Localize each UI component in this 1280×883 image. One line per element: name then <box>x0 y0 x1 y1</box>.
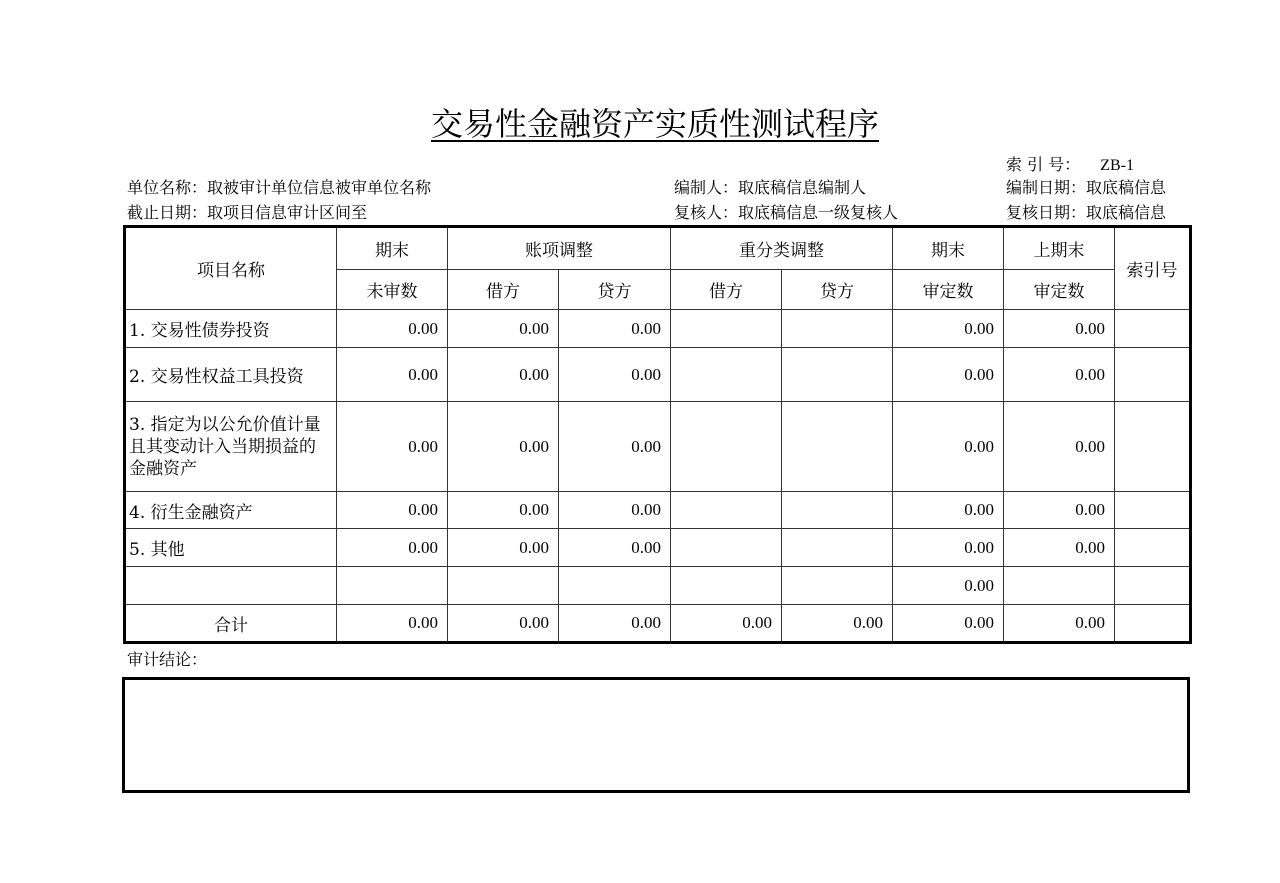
row-name[interactable]: 3. 指定为以公允价值计量且其变动计入当期损益的金融资产 <box>125 402 337 492</box>
cell-rc-debit[interactable] <box>671 310 782 348</box>
cell-adj-credit[interactable]: 0.00 <box>559 492 671 529</box>
cell-adj-credit[interactable]: 0.00 <box>559 310 671 348</box>
cell-adj-debit[interactable]: 0.00 <box>448 492 559 529</box>
cell-prior[interactable]: 0.00 <box>1004 310 1115 348</box>
cell-rc-credit[interactable] <box>782 529 893 567</box>
total-index <box>1115 605 1191 643</box>
audit-conclusion-label: 审计结论： <box>127 650 208 669</box>
cell-adj-credit[interactable]: 0.00 <box>559 402 671 492</box>
total-unaudited: 0.00 <box>337 605 448 643</box>
total-adj-debit: 0.00 <box>448 605 559 643</box>
cell-index[interactable] <box>1115 348 1191 402</box>
row-name[interactable]: 5. 其他 <box>125 529 337 567</box>
total-label: 合计 <box>125 605 337 643</box>
cell-rc-debit[interactable] <box>671 529 782 567</box>
header-audited-period-end: 期末 <box>893 227 1004 270</box>
cell-unaudited[interactable]: 0.00 <box>337 402 448 492</box>
cell-unaudited[interactable] <box>337 567 448 605</box>
cell-rc-credit[interactable] <box>782 310 893 348</box>
cell-rc-credit[interactable] <box>782 492 893 529</box>
table-row <box>125 310 1191 348</box>
cell-adj-debit[interactable]: 0.00 <box>448 402 559 492</box>
table-row <box>125 402 1191 492</box>
row-name[interactable]: 1. 交易性债券投资 <box>125 310 337 348</box>
cell-index[interactable] <box>1115 567 1191 605</box>
header-unaudited: 未审数 <box>337 270 448 310</box>
header-item-name: 项目名称 <box>125 227 337 310</box>
cell-adj-debit[interactable] <box>448 567 559 605</box>
cell-audited[interactable]: 0.00 <box>893 567 1004 605</box>
cell-adj-debit[interactable]: 0.00 <box>448 529 559 567</box>
row-name[interactable]: 4. 衍生金融资产 <box>125 492 337 529</box>
index-number-value: ZB-1 <box>1100 157 1134 174</box>
cell-prior[interactable]: 0.00 <box>1004 402 1115 492</box>
cell-adj-credit[interactable] <box>559 567 671 605</box>
prepare-date: 编制日期：取底稿信息 <box>1006 178 1167 197</box>
cell-unaudited[interactable]: 0.00 <box>337 492 448 529</box>
total-rc-debit: 0.00 <box>671 605 782 643</box>
header-prior-period-end: 上期末 <box>1004 227 1115 270</box>
header-rc-debit: 借方 <box>671 270 782 310</box>
reviewer: 复核人：取底稿信息一级复核人 <box>674 203 899 222</box>
cell-adj-debit[interactable]: 0.00 <box>448 348 559 402</box>
header-index-no: 索引号 <box>1115 227 1191 310</box>
cell-audited[interactable]: 0.00 <box>893 492 1004 529</box>
row-name[interactable] <box>125 567 337 605</box>
table-row <box>125 529 1191 567</box>
total-rc-credit: 0.00 <box>782 605 893 643</box>
cell-audited[interactable]: 0.00 <box>893 310 1004 348</box>
cell-prior[interactable]: 0.00 <box>1004 529 1115 567</box>
cell-rc-debit[interactable] <box>671 348 782 402</box>
review-date: 复核日期：取底稿信息 <box>1006 203 1167 222</box>
total-audited: 0.00 <box>893 605 1004 643</box>
page-title: 交易性金融资产实质性测试程序 <box>430 105 879 143</box>
row-name[interactable]: 2. 交易性权益工具投资 <box>125 348 337 402</box>
header-audited: 审定数 <box>893 270 1004 310</box>
table-row <box>125 567 1191 605</box>
header-period-end: 期末 <box>337 227 448 270</box>
cell-index[interactable] <box>1115 310 1191 348</box>
preparer: 编制人：取底稿信息编制人 <box>674 178 867 197</box>
cell-prior[interactable]: 0.00 <box>1004 348 1115 402</box>
cell-rc-debit[interactable] <box>671 567 782 605</box>
cell-index[interactable] <box>1115 529 1191 567</box>
audit-conclusion-box[interactable] <box>122 677 1190 793</box>
header-reclass-adjustment: 重分类调整 <box>671 227 893 270</box>
test-procedure-table <box>123 225 1192 644</box>
cell-index[interactable] <box>1115 492 1191 529</box>
cell-audited[interactable]: 0.00 <box>893 529 1004 567</box>
unit-name: 单位名称：取被审计单位信息被审单位名称 <box>127 178 432 197</box>
cell-adj-credit[interactable]: 0.00 <box>559 529 671 567</box>
cutoff-date: 截止日期：取项目信息审计区间至 <box>127 203 368 222</box>
cell-adj-debit[interactable]: 0.00 <box>448 310 559 348</box>
table-row <box>125 348 1191 402</box>
cell-prior[interactable] <box>1004 567 1115 605</box>
header-account-adjustment: 账项调整 <box>448 227 671 270</box>
cell-index[interactable] <box>1115 402 1191 492</box>
cell-rc-debit[interactable] <box>671 402 782 492</box>
table-row <box>125 492 1191 529</box>
total-row <box>125 605 1191 643</box>
index-number: 索 引 号： ZB-1 <box>1006 155 1134 174</box>
total-prior: 0.00 <box>1004 605 1115 643</box>
cell-unaudited[interactable]: 0.00 <box>337 310 448 348</box>
cell-rc-credit[interactable] <box>782 567 893 605</box>
cell-prior[interactable]: 0.00 <box>1004 492 1115 529</box>
cell-adj-credit[interactable]: 0.00 <box>559 348 671 402</box>
header-adj-debit: 借方 <box>448 270 559 310</box>
cell-audited[interactable]: 0.00 <box>893 348 1004 402</box>
total-adj-credit: 0.00 <box>559 605 671 643</box>
cell-unaudited[interactable]: 0.00 <box>337 529 448 567</box>
cell-rc-debit[interactable] <box>671 492 782 529</box>
header-rc-credit: 贷方 <box>782 270 893 310</box>
cell-rc-credit[interactable] <box>782 402 893 492</box>
cell-rc-credit[interactable] <box>782 348 893 402</box>
header-adj-credit: 贷方 <box>559 270 671 310</box>
header-prior-audited: 审定数 <box>1004 270 1115 310</box>
cell-unaudited[interactable]: 0.00 <box>337 348 448 402</box>
cell-audited[interactable]: 0.00 <box>893 402 1004 492</box>
